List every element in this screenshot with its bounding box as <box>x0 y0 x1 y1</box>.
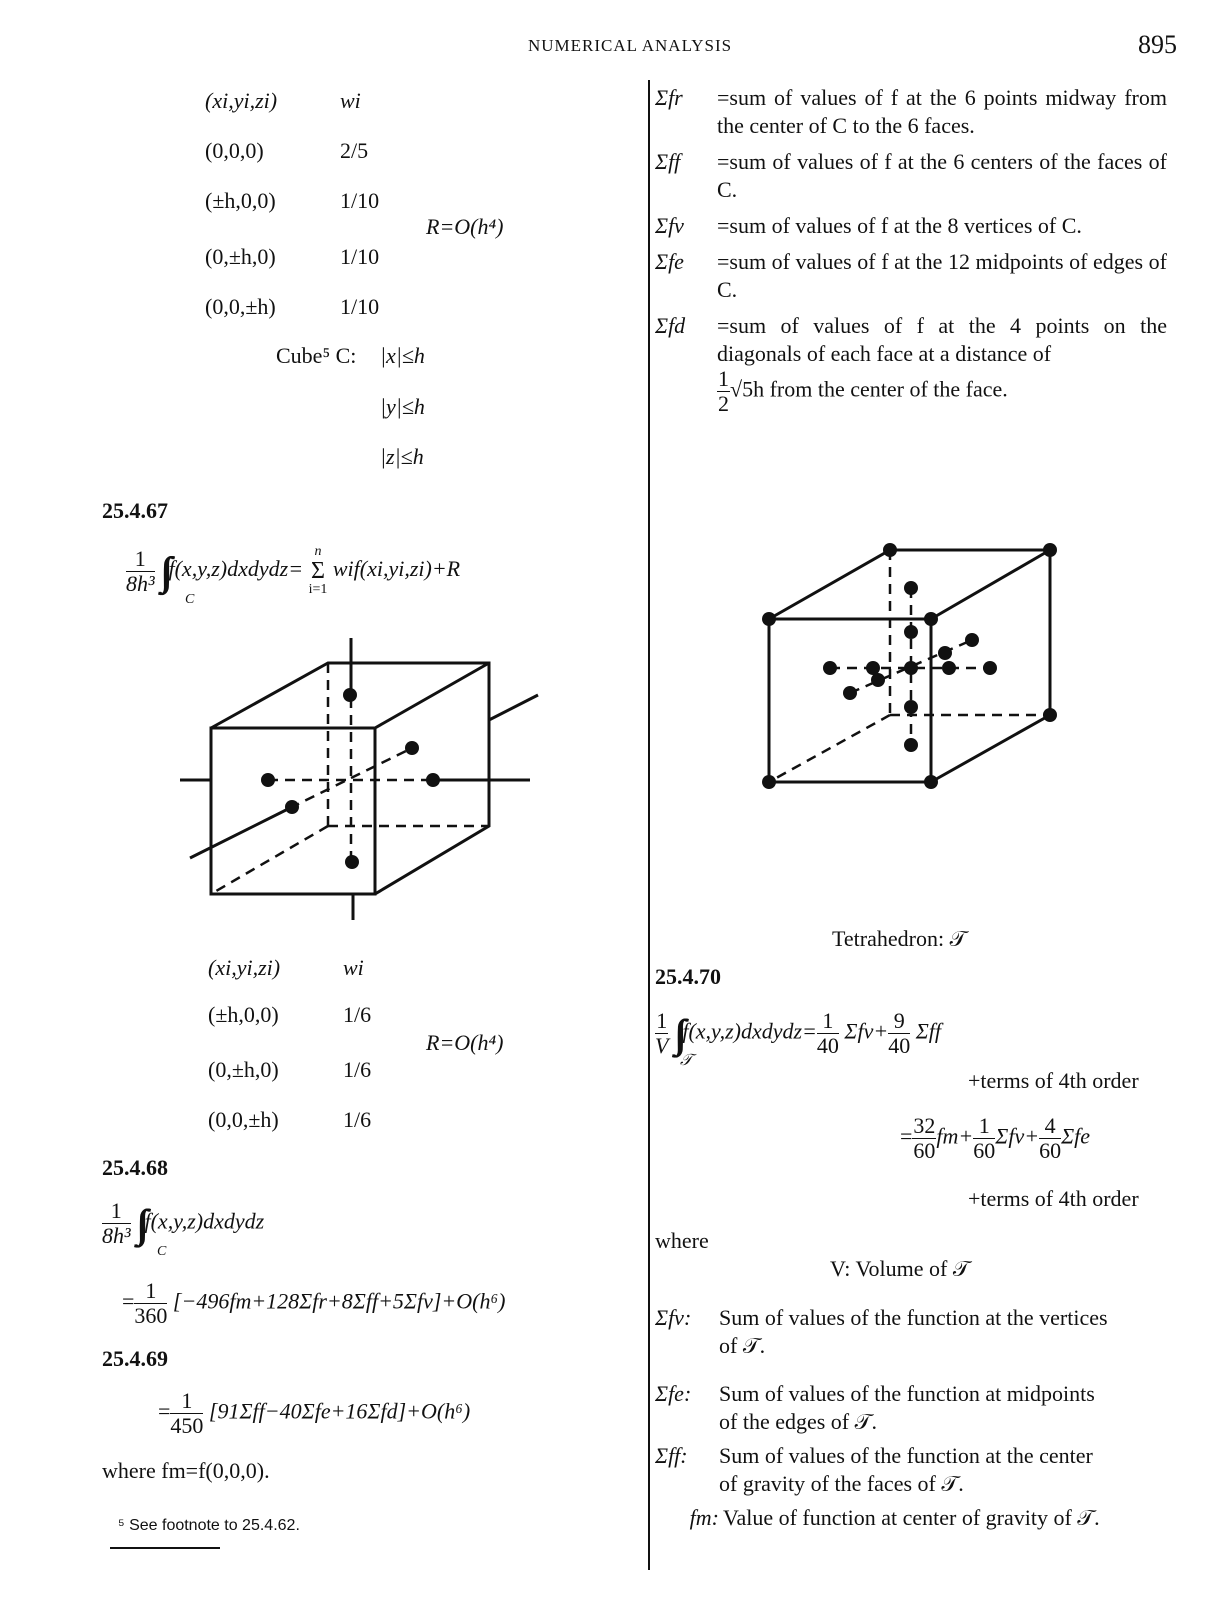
equation-25-4-67: $\frac{1}{\text{8h³}}$ ∫∫∫ f(x,y,z)dxdydz= n Σ i=1 wif(xi,yi,zi)+R <box>126 544 461 597</box>
definition-item: Σfd =sum of values of f at the 4 points on the diagonals of each face at a distance of <box>655 313 1167 366</box>
sum-definition-item: fm: Value of function at center of gravity of 𝒯. <box>689 1505 1100 1530</box>
definition-continuation: $\frac{1}{2}$ √5h from the center of the face. <box>718 366 1008 416</box>
page-number: 895 <box>1138 30 1177 59</box>
table-cell: (0,0,0) <box>205 138 264 163</box>
equation-number: 25.4.69 <box>102 1346 168 1371</box>
tetrahedron-label: Tetrahedron: 𝒯 <box>832 926 967 951</box>
table-head-point: (xi,yi,zi) <box>205 88 278 113</box>
sum-definition-item: Σfv: Sum of values of the function at the vertices of 𝒯. <box>655 1305 1108 1358</box>
cube-diagram-2 <box>740 530 1080 800</box>
cube-condition: |y|≤h <box>380 394 425 419</box>
equation-25-4-69: = $\frac{1}{450}$ [91Σff−40Σfe+16Σfd]+O(h⁶) <box>158 1388 471 1438</box>
sum-definitions <box>655 1304 1170 1532</box>
remainder-term: R=O(h⁴) <box>426 214 504 239</box>
fraction: $\frac{1}{\text{8h³}}$ <box>126 545 155 596</box>
cube-condition: |x|≤h <box>380 343 425 368</box>
definition-item: Σff =sum of values of f at the 6 centers of the faces of C. <box>655 149 1167 202</box>
table-cell: (0,±h,0) <box>205 244 276 269</box>
integral-region: C <box>157 1244 167 1259</box>
equation-25-4-70: $\frac{1}{V}$ ∫∫∫ f(x,y,z)dxdydz= $\frac{1}{40}$ Σfv+ $\frac{9}{40}$ Σff <box>655 1008 942 1058</box>
table-cell: (0,0,±h) <box>205 294 276 319</box>
equation-25-4-68-lhs: $\frac{1}{\text{8h³}}$ ∫∫∫ f(x,y,z)dxdydz <box>102 1198 265 1248</box>
cube-diagram-1 <box>170 630 550 930</box>
definition-item: Σfr =sum of values of f at the 6 points midway from the center of C to the 6 faces. <box>655 85 1167 138</box>
integral-region: C <box>185 592 195 607</box>
table-head-weight: wi <box>343 955 364 980</box>
remainder-term: R=O(h⁴) <box>426 1030 504 1055</box>
table-cell: 1/6 <box>343 1002 372 1027</box>
where-label: where <box>655 1228 709 1253</box>
running-header: NUMERICAL ANALYSIS <box>528 36 733 55</box>
higher-order-terms: +terms of 4th order <box>968 1186 1139 1211</box>
table-head-point: (xi,yi,zi) <box>208 955 281 980</box>
equation-number: 25.4.70 <box>655 964 721 989</box>
cube-condition: |z|≤h <box>380 444 424 469</box>
definitions-list <box>655 84 1167 415</box>
table-cell: 1/10 <box>340 188 380 213</box>
table-cell: 1/6 <box>343 1057 372 1082</box>
footnote-rule <box>110 1547 220 1549</box>
table-cell: (±h,0,0) <box>208 1002 279 1027</box>
table-cell: 1/10 <box>340 244 380 269</box>
table-cell: (0,0,±h) <box>208 1107 279 1132</box>
equation-number: 25.4.67 <box>102 498 168 523</box>
integral-region: 𝒯 <box>680 1052 693 1069</box>
table-cell: 1/10 <box>340 294 380 319</box>
footnote: ⁵ See footnote to 25.4.62. <box>118 1517 300 1534</box>
summation: n Σ i=1 <box>308 544 328 597</box>
equation-25-4-70-alt: = $\frac{32}{60}$ fm+ $\frac{1}{60}$ Σfv+ $\frac{4}{60}$ Σfe <box>900 1113 1091 1163</box>
where-statement: where fm=f(0,0,0). <box>102 1458 270 1483</box>
table-cell: (0,±h,0) <box>208 1057 279 1082</box>
table-head-weight: wi <box>340 88 361 113</box>
column-divider <box>648 80 650 1570</box>
volume-definition: V: Volume of 𝒯 <box>830 1256 970 1281</box>
equation-25-4-68-rhs: = $\frac{1}{360}$ [−496fm+128Σfr+8Σff+5Σfv]+O(h⁶) <box>122 1278 506 1328</box>
sum-definition-item: Σfe: Sum of values of the function at midpoints of the edges of 𝒯. <box>655 1381 1095 1434</box>
table-cell: 1/6 <box>343 1107 372 1132</box>
higher-order-terms: +terms of 4th order <box>968 1068 1139 1093</box>
definition-item: Σfv =sum of values of f at the 8 vertices of C. <box>655 213 1082 238</box>
equation-number: 25.4.68 <box>102 1155 168 1180</box>
cube-label: Cube⁵ C: <box>276 343 357 368</box>
definition-item: Σfe =sum of values of f at the 12 midpoints of edges of C. <box>655 249 1167 302</box>
table-cell: (±h,0,0) <box>205 188 276 213</box>
triple-integral: ∫∫∫ <box>160 548 163 594</box>
sum-definition-item: Σff: Sum of values of the function at the center of gravity of the faces of 𝒯. <box>655 1443 1093 1496</box>
table-cell: 2/5 <box>340 138 369 163</box>
